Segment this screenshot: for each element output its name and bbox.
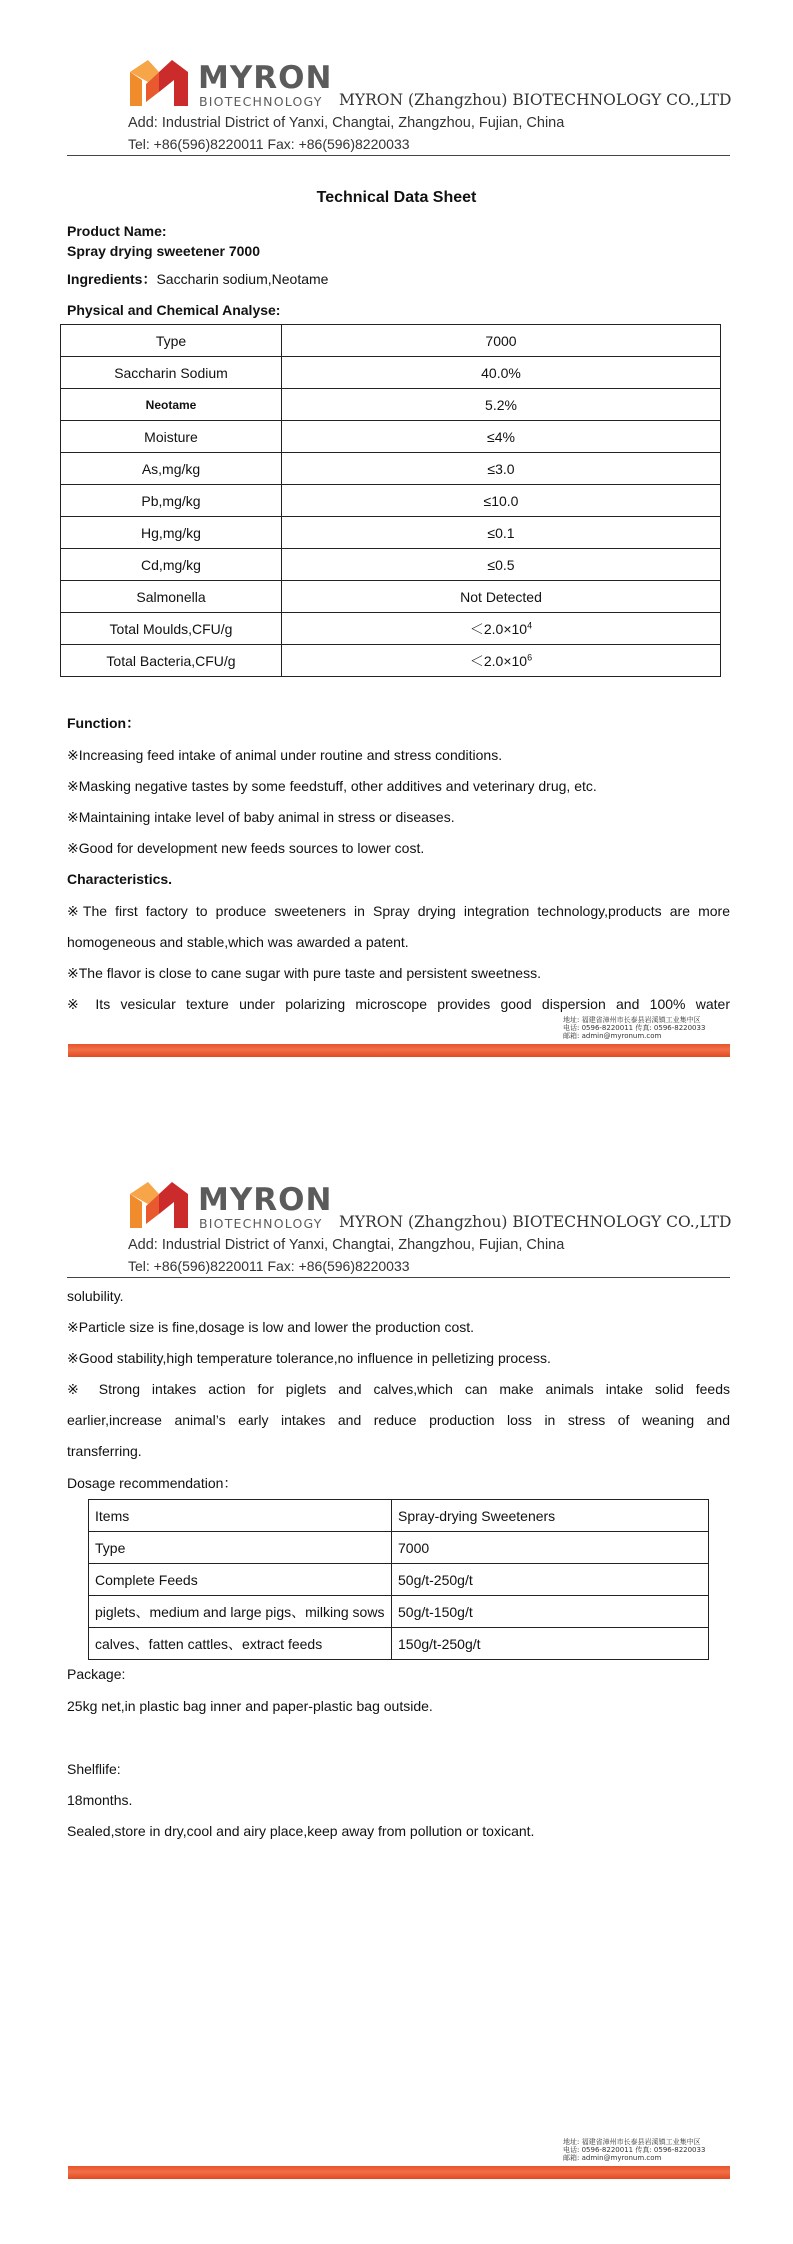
brand-subtitle: BIOTECHNOLOGY: [199, 1216, 323, 1231]
table-row: [61, 453, 721, 485]
param-name: Moisture: [61, 421, 282, 453]
package-label: Package:: [67, 1666, 126, 1682]
footer-email: 邮箱: admin@myronum.com: [563, 1032, 662, 1040]
footer-address: 地址: 福建省漳州市长泰县岩溪镇工业集中区: [563, 1016, 701, 1024]
characteristic-line: ※The flavor is close to cane sugar with pure taste and persistent sweetness.: [67, 965, 541, 981]
footer-email: 邮箱: admin@myronum.com: [563, 2154, 662, 2162]
ingredients-value: Saccharin sodium,Neotame: [156, 271, 329, 287]
characteristic-line: ※ Strong intakes action for piglets and calves,which can make animals intake solid feeds: [67, 1381, 730, 1397]
param-value: ≤10.0: [282, 485, 721, 517]
characteristic-line: solubility.: [67, 1288, 124, 1304]
characteristic-line: ※The first factory to produce sweeteners in Spray drying integration technology,products are more: [67, 903, 730, 919]
letterhead: [128, 1180, 738, 1280]
param-value: ≤4%: [282, 421, 721, 453]
company-address: Add: Industrial District of Yanxi, Changtai, Zhangzhou, Fujian, China: [128, 1237, 565, 1253]
param-value: 7000: [282, 325, 721, 357]
param-value: ＜2.0×10: [469, 652, 528, 669]
company-phone-fax: Tel: +86(596)8220011 Fax: +86(596)8220033: [128, 1258, 410, 1274]
param-name: Saccharin Sodium: [61, 357, 282, 389]
characteristic-line: ※Particle size is fine,dosage is low and lower the production cost.: [67, 1319, 475, 1335]
dosage-item: calves、fatten cattles、extract feeds: [89, 1628, 392, 1660]
physical-analysis-label: Physical and Chemical Analyse:: [67, 302, 281, 318]
exponent: 6: [527, 651, 533, 662]
physical-chemical-table: [60, 324, 721, 677]
characteristic-line: earlier,increase animal’s early intakes and reduce production loss in stress of weaning and: [67, 1412, 730, 1428]
shelflife-value: 18months.: [67, 1792, 133, 1808]
table-row: [61, 485, 721, 517]
company-name: MYRON (Zhangzhou) BIOTECHNOLOGY CO.,LTD: [339, 91, 732, 109]
table-row: [61, 581, 721, 613]
dosage-value: 7000: [392, 1532, 709, 1564]
package-text: 25kg net,in plastic bag inner and paper-plastic bag outside.: [67, 1698, 433, 1714]
param-name: Neotame: [61, 389, 282, 421]
myron-logo-icon: [128, 58, 190, 108]
param-name: Pb,mg/kg: [61, 485, 282, 517]
param-value: ≤0.1: [282, 517, 721, 549]
dosage-item: Items: [89, 1500, 392, 1532]
table-row: [89, 1532, 709, 1564]
param-value: 40.0%: [282, 357, 721, 389]
characteristics-label: Characteristics.: [67, 871, 173, 887]
table-row: [89, 1596, 709, 1628]
param-value: 5.2%: [282, 389, 721, 421]
footer-phone: 电话: 0596-8220011 传真: 0596-8220033: [563, 1024, 706, 1032]
dosage-item: piglets、medium and large pigs、milking sows: [89, 1596, 392, 1628]
characteristic-line: ※ Its vesicular texture under polarizing microscope provides good dispersion and 100% water: [67, 996, 730, 1012]
table-row: [61, 389, 721, 421]
dosage-item: Type: [89, 1532, 392, 1564]
ingredients-line: [67, 270, 730, 288]
dosage-value: Spray-drying Sweeteners: [392, 1500, 709, 1532]
table-row: [61, 421, 721, 453]
table-row: [89, 1500, 709, 1532]
header-divider: [67, 1277, 730, 1278]
param-value: ≤0.5: [282, 549, 721, 581]
param-value-cell: [282, 613, 721, 645]
dosage-table: [88, 1499, 709, 1660]
myron-logo-icon: [128, 1180, 190, 1230]
function-label: Function：: [67, 715, 141, 731]
company-phone-fax: Tel: +86(596)8220011 Fax: +86(596)8220033: [128, 136, 410, 152]
document-title: Technical Data Sheet: [316, 189, 477, 206]
table-row: [61, 613, 721, 645]
param-name: Total Moulds,CFU/g: [61, 613, 282, 645]
page-2: [0, 1122, 793, 2244]
company-address: Add: Industrial District of Yanxi, Changtai, Zhangzhou, Fujian, China: [128, 115, 565, 131]
function-item: ※Increasing feed intake of animal under routine and stress conditions.: [67, 747, 503, 763]
dosage-value: 50g/t-250g/t: [392, 1564, 709, 1596]
param-name: Cd,mg/kg: [61, 549, 282, 581]
table-row: [61, 325, 721, 357]
function-item: ※Good for development new feeds sources to lower cost.: [67, 840, 425, 856]
table-row: [89, 1628, 709, 1660]
characteristic-line: ※Good stability,high temperature tolerance,no influence in pelletizing process.: [67, 1350, 551, 1366]
param-name: Salmonella: [61, 581, 282, 613]
param-name: Total Bacteria,CFU/g: [61, 645, 282, 677]
characteristic-line: transferring.: [67, 1443, 142, 1459]
param-name: As,mg/kg: [61, 453, 282, 485]
param-name: Hg,mg/kg: [61, 517, 282, 549]
function-item: ※Maintaining intake level of baby animal in stress or diseases.: [67, 809, 455, 825]
brand-name: MYRON: [198, 1182, 333, 1218]
product-name-label: Product Name:: [67, 223, 167, 239]
table-row: [61, 357, 721, 389]
table-row: [61, 549, 721, 581]
table-row: [89, 1564, 709, 1596]
table-row: [61, 517, 721, 549]
product-name: Spray drying sweetener 7000: [67, 243, 260, 259]
footer-phone: 电话: 0596-8220011 传真: 0596-8220033: [563, 2146, 706, 2154]
function-item: ※Masking negative tastes by some feedstuff, other additives and veterinary drug, etc.: [67, 778, 597, 794]
ingredients-label: Ingredients：: [67, 271, 157, 287]
letterhead: [128, 58, 738, 158]
param-value-cell: [282, 645, 721, 677]
param-value: Not Detected: [282, 581, 721, 613]
exponent: 4: [527, 619, 533, 630]
brand-subtitle: BIOTECHNOLOGY: [199, 94, 323, 109]
footer-bar: [68, 2166, 730, 2179]
brand-name: MYRON: [198, 60, 333, 96]
footer-address: 地址: 福建省漳州市长泰县岩溪镇工业集中区: [563, 2138, 701, 2146]
param-name: Type: [61, 325, 282, 357]
dosage-value: 50g/t-150g/t: [392, 1596, 709, 1628]
header-divider: [67, 155, 730, 156]
dosage-value: 150g/t-250g/t: [392, 1628, 709, 1660]
param-value: ＜2.0×10: [469, 620, 528, 637]
company-name: MYRON (Zhangzhou) BIOTECHNOLOGY CO.,LTD: [339, 1213, 732, 1231]
table-row: [61, 645, 721, 677]
dosage-item: Complete Feeds: [89, 1564, 392, 1596]
shelflife-label: Shelflife:: [67, 1761, 121, 1777]
storage-text: Sealed,store in dry,cool and airy place,keep away from pollution or toxicant.: [67, 1823, 535, 1839]
footer-bar: [68, 1044, 730, 1057]
dosage-label: Dosage recommendation：: [67, 1475, 238, 1491]
param-value: ≤3.0: [282, 453, 721, 485]
characteristic-line: homogeneous and stable,which was awarded a patent.: [67, 934, 409, 950]
